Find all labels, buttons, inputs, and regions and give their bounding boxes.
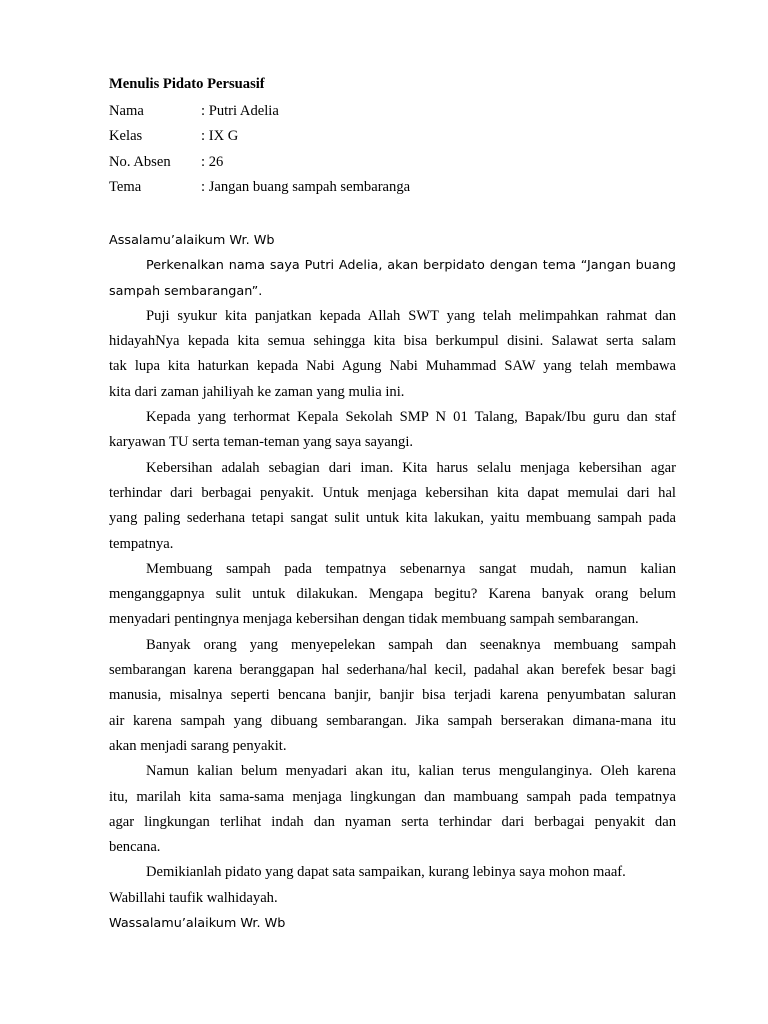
- text-line: tempatnya.: [109, 535, 174, 552]
- text-line: menganggapnya sulit untuk dilakukan. Mengapa begitu? Karena banyak orang belum: [109, 586, 676, 603]
- text-line: itu, marilah kita sama-sama menjaga lingkungan dan mambuang sampah pada tempatnya: [109, 788, 676, 805]
- closing-line: Wabillahi taufik walhidayah.: [109, 889, 278, 906]
- closing-greeting: Wassalamu’alaikum Wr. Wb: [109, 916, 286, 932]
- text-line: yang paling sederhana tetapi sangat sulit untuk kita lakukan, yaitu membuang sampah pada: [109, 510, 676, 527]
- text-line: Namun kalian belum menyadari akan itu, kalian terus mengulanginya. Oleh karena: [146, 763, 676, 780]
- text-line: karyawan TU serta teman-teman yang saya sayangi.: [109, 434, 414, 451]
- text-line: Kebersihan adalah sebagian dari iman. Kita harus selalu menjaga kebersihan agar: [146, 459, 676, 476]
- text-line: air karena sampah yang dibuang sembarangan. Jika sampah berserakan dimana-mana itu: [109, 712, 676, 729]
- info-value: : IX G: [201, 128, 239, 145]
- info-label: Nama: [109, 103, 144, 119]
- text-line: terhindar dari berbagai penyakit. Untuk menjaga kebersihan kita dapat memulai dari hal: [109, 484, 676, 501]
- text-line: Kepada yang terhormat Kepala Sekolah SMP N 01 Talang, Bapak/Ibu guru dan staf: [146, 409, 676, 426]
- text-line: manusia, misalnya seperti bencana banjir, banjir bisa terjadi karena penyumbatan saluran: [109, 687, 676, 704]
- opening-greeting: Assalamu’alaikum Wr. Wb: [109, 233, 275, 248]
- text-line: Perkenalkan nama saya Putri Adelia, akan berpidato dengan tema “Jangan buang: [146, 258, 676, 274]
- info-row-tema: [109, 175, 669, 200]
- info-label: No. Absen: [109, 153, 171, 170]
- student-info: [109, 99, 669, 200]
- text-line: akan menjadi sarang penyakit.: [109, 737, 287, 754]
- info-value: : Jangan buang sampah sembaranga: [201, 178, 411, 195]
- info-row-kelas: [109, 124, 669, 149]
- text-line: sembarangan karena beranggapan hal sederhana/hal kecil, padahal akan berefek besar bagi: [109, 662, 676, 679]
- text-line: Demikianlah pidato yang dapat sata sampaikan, kurang lebinya saya mohon maaf.: [146, 864, 626, 881]
- info-label: Kelas: [109, 128, 143, 145]
- text-line: tak lupa kita haturkan kepada Nabi Agung Nabi Muhammad SAW yang telah membawa: [109, 358, 676, 375]
- document-title: Menulis Pidato Persuasif: [109, 76, 265, 92]
- text-line: agar lingkungan terlihat indah dan nyaman serta terhindar dari berbagai penyakit dan: [109, 813, 676, 830]
- info-label: Tema: [109, 178, 142, 195]
- text-line: menyadari pentingnya menjaga kebersihan dengan tidak membuang sampah sembarangan.: [109, 611, 639, 628]
- info-value: : 26: [201, 153, 224, 170]
- info-value: : Putri Adelia: [201, 103, 279, 119]
- text-line: kita dari zaman jahiliyah ke zaman yang mulia ini.: [109, 383, 405, 400]
- text-line: Puji syukur kita panjatkan kepada Allah SWT yang telah melimpahkan rahmat dan: [146, 307, 676, 324]
- text-line: sampah sembarangan”.: [109, 283, 263, 299]
- speech-body: [109, 228, 676, 936]
- info-row-nama: [109, 99, 669, 124]
- text-line: hidayahNya kepada kita semua sehingga kita bisa berkumpul disini. Salawat serta salam: [109, 333, 676, 350]
- text-line: Membuang sampah pada tempatnya sebenarnya sangat mudah, namun kalian: [146, 560, 676, 577]
- info-row-absen: [109, 150, 669, 175]
- text-line: bencana.: [109, 839, 161, 856]
- text-line: Banyak orang yang menyepelekan sampah dan seenaknya membuang sampah: [146, 636, 676, 653]
